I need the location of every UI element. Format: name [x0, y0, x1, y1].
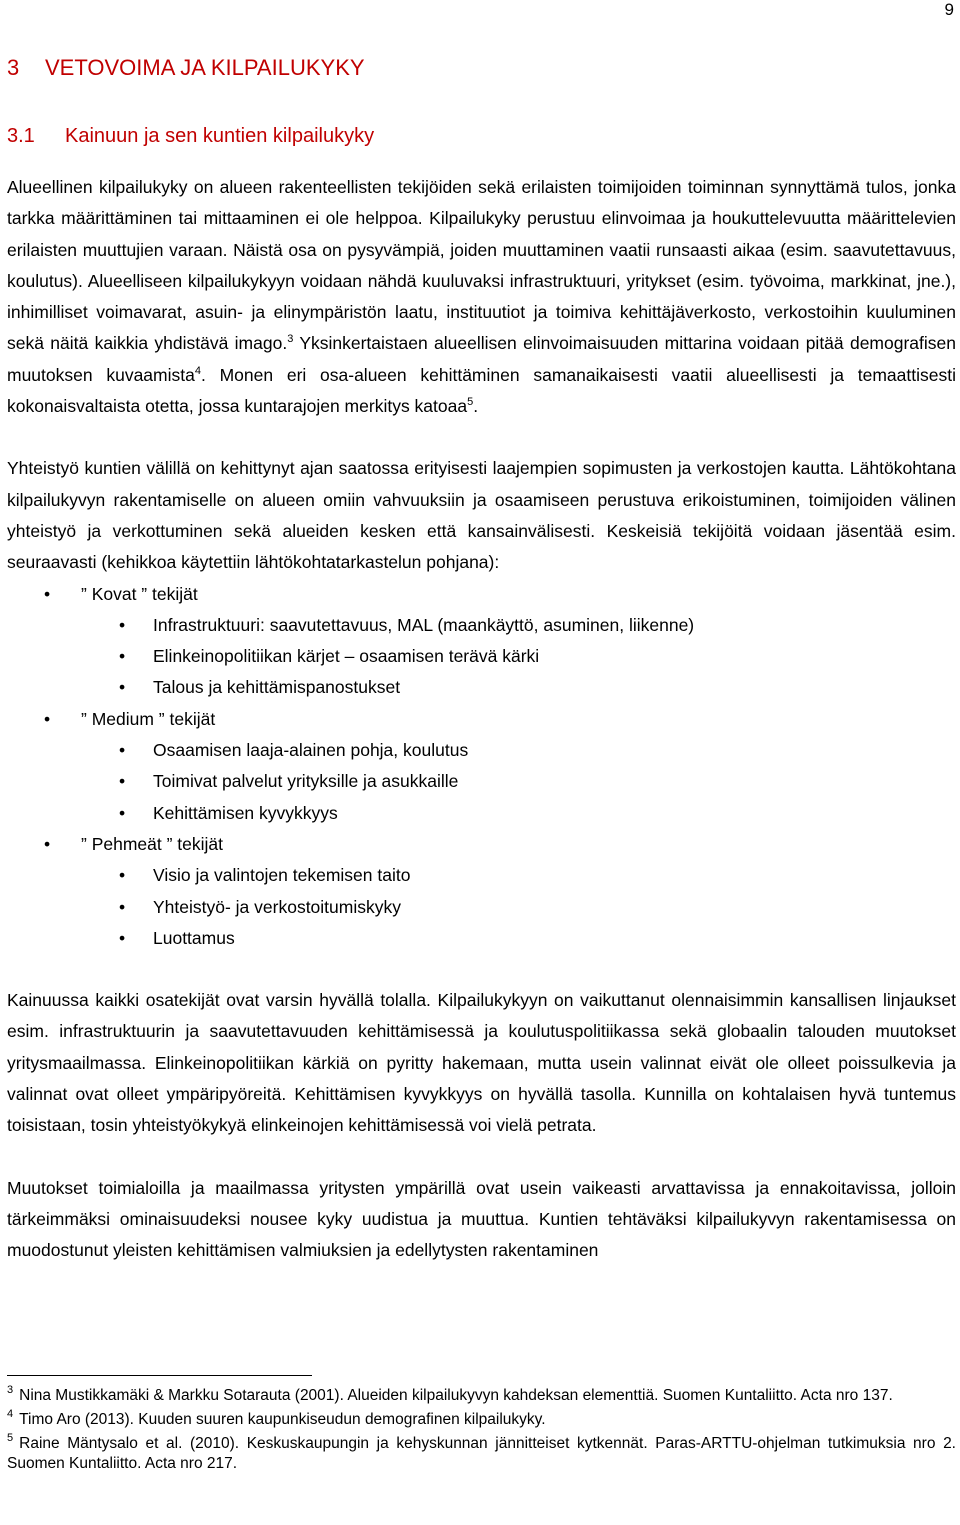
- chapter-title: VETOVOIMA JA KILPAILUKYKY: [45, 55, 365, 80]
- list-item: [7, 892, 956, 923]
- bullet-icon: •: [119, 927, 126, 948]
- factor-sublist: [81, 860, 956, 954]
- paragraph-intro-part1: Alueellinen kilpailukyky on alueen rakenteellisten tekijöiden sekä erilaisten toimijoiden toiminnan synnyttämä tulos, jonka tarkka määrittäminen tai mittaaminen ei ole helppoa. Kilpailukyky perustuu elinvoimaa ja houkuttelevuutta määrittelevien erilaisten muuttujien varaan. Näistä osa on pysyvämpiä, joiden muuttaminen vaatii runsaasti aikaa (esim. saavutettavuus, koulutus). Alueelliseen kilpailukykyyn voidaan nähdä kuuluvaksi infrastruktuuri, yritykset (esim. työvoima, markkinat, jne.), inhimilliset voimavarat, asuin- ja elinympäristön laatu, instituutiot ja toimiva kehittäjäverkosto, verkostoihin kuuluminen sekä näitä kaikkia yhdistävä imago.: [7, 177, 956, 354]
- factor-group-hard: [7, 579, 956, 704]
- paragraph-intro-part2: Yksinkertaistaen alueellisen elinvoimaisuuden mittarina voidaan pitää demografisen muutoksen kuvaamista: [7, 333, 957, 385]
- body-text: [7, 172, 956, 1267]
- footnote-mark: 4: [7, 1408, 14, 1420]
- factor-list: [7, 579, 956, 955]
- bullet-icon: •: [119, 646, 126, 667]
- list-item-text: Elinkeinopolitiikan kärjet – osaamisen terävä kärki: [153, 646, 540, 667]
- paragraph-intro: [7, 172, 956, 422]
- footnote-text: Raine Mäntysalo et al. (2010). Keskuskaupungin ja kehyskunnan jännitteiset kytkennät. Paras-ARTTU-ohjelman tutkimuksia nro 2. Suomen Kuntaliitto. Acta nro 217.: [7, 1435, 956, 1472]
- paragraph-intro-part4: .: [473, 396, 479, 417]
- list-item: [7, 641, 956, 672]
- list-item-text: Yhteistyö- ja verkostoitumiskyky: [153, 896, 401, 917]
- list-item-text: Kehittämisen kyvykkyys: [153, 802, 338, 823]
- footnote-3: [7, 1386, 956, 1406]
- list-item: [7, 798, 956, 829]
- list-item: [7, 766, 956, 797]
- bullet-icon: •: [44, 583, 51, 604]
- bullet-icon: •: [119, 865, 126, 886]
- list-item: [7, 610, 956, 641]
- factor-group-label: ” Medium ” tekijät: [81, 708, 216, 729]
- section-title: Kainuun ja sen kuntien kilpailukyky: [65, 125, 375, 147]
- list-item: [7, 735, 956, 766]
- paragraph-cooperation: Yhteistyö kuntien välillä on kehittynyt ajan saatossa erityisesti laajempien sopimusten ja verkostojen kautta. Lähtökohtana kilpailukyvyn rakentamiselle on alueen omiin vahvuuksiin ja osaamiseen perustuva erikoistuminen, toimijoiden välinen yhteistyö ja verkottuminen sekä alueiden kesken että kansainvälisesti. Keskeisiä tekijöitä voidaan jäsentää esim. seuraavasti (kehikkoa käytettiin lähtökohtatarkastelun pohjana):: [7, 458, 956, 573]
- list-item-text: Osaamisen laaja-alainen pohja, koulutus: [153, 740, 469, 761]
- section-heading: [7, 125, 374, 148]
- footnote-ref-3[interactable]: 3: [287, 333, 294, 346]
- factor-sublist: [81, 735, 956, 829]
- chapter-number: 3: [7, 55, 20, 80]
- paragraph-intro-part3: . Monen eri osa-alueen kehittäminen samanaikaisesti vaatii alueellisesti ja temaattisesti kokonaisvaltaista otetta, jossa kuntarajojen merkitys katoaa: [7, 364, 956, 417]
- footnote-5: [7, 1434, 956, 1474]
- list-item-text: Luottamus: [153, 927, 235, 948]
- footnote-separator: [7, 1375, 312, 1376]
- list-item: [7, 923, 956, 954]
- bullet-icon: •: [44, 833, 51, 854]
- bullet-icon: •: [119, 740, 126, 761]
- footnote-mark: 3: [7, 1384, 14, 1396]
- factor-sublist: [81, 610, 956, 704]
- factor-group-label: ” Kovat ” tekijät: [81, 583, 198, 604]
- footnote-mark: 5: [7, 1432, 14, 1444]
- list-item-text: Toimivat palvelut yrityksille ja asukkaille: [153, 771, 459, 792]
- factor-group-soft: [7, 829, 956, 954]
- factor-group-label: ” Pehmeät ” tekijät: [81, 833, 223, 854]
- paragraph-kainuu: Kainuussa kaikki osatekijät ovat varsin hyvällä tolalla. Kilpailukykyyn on vaikuttanut olennaisimmin kansallisen linjaukset esim. infrastruktuurin ja saavutettavuuden kehittämisessä ja koulutuspolitiikassa sekä globaalin talouden muutokset yritysmaailmassa. Elinkeinopolitiikan kärkiä on pyritty hakemaan, mutta usein valinnat eivät ole olleet poissulkevia ja valinnat ovat olleet ympäripyöreitä. Kehittämisen kyvykkyys on hyvällä tasolla. Kunnilla on kohtalaisen hyvä tuntemus toisistaan, tosin yhteistyökykyä elinkeinojen kehittämisessä voi vielä petrata.: [7, 990, 956, 1136]
- footnotes: [7, 1386, 956, 1478]
- footnote-text: Timo Aro (2013). Kuuden suuren kaupunkiseudun demografinen kilpailukyky.: [19, 1411, 546, 1428]
- list-item: [7, 672, 956, 703]
- list-item-text: Infrastruktuuri: saavutettavuus, MAL (maankäyttö, asuminen, liikenne): [153, 614, 695, 635]
- list-item-text: Talous ja kehittämispanostukset: [153, 677, 401, 698]
- bullet-icon: •: [119, 614, 126, 635]
- bullet-icon: •: [119, 802, 126, 823]
- paragraph-changes: Muutokset toimialoilla ja maailmassa yritysten ympärillä ovat usein vaikeasti arvattavissa ja ennakoitavissa, jolloin tärkeimmäksi ominaisuudeksi nousee kyky uudistua ja muuttua. Kuntien tehtäväksi kilpailukyvyn rakentamisessa on muodostunut yleisten kehittämisen valmiuksien ja edellytysten rakentaminen: [7, 1177, 956, 1261]
- bullet-icon: •: [119, 896, 126, 917]
- footnote-ref-5[interactable]: 5: [467, 396, 474, 409]
- bullet-icon: •: [119, 677, 126, 698]
- chapter-heading: [7, 55, 365, 81]
- bullet-icon: •: [119, 771, 126, 792]
- section-number: 3.1: [7, 125, 35, 147]
- factor-group-medium: [7, 704, 956, 829]
- footnote-4: [7, 1410, 956, 1430]
- bullet-icon: •: [44, 708, 51, 729]
- list-item: [7, 860, 956, 891]
- footnote-ref-4[interactable]: 4: [194, 364, 201, 377]
- list-item-text: Visio ja valintojen tekemisen taito: [153, 865, 411, 886]
- footnote-text: Nina Mustikkamäki & Markku Sotarauta (2001). Alueiden kilpailukyvyn kahdeksan elementtiä. Suomen Kuntaliitto. Acta nro 137.: [19, 1387, 893, 1404]
- page-number: 9: [944, 0, 954, 19]
